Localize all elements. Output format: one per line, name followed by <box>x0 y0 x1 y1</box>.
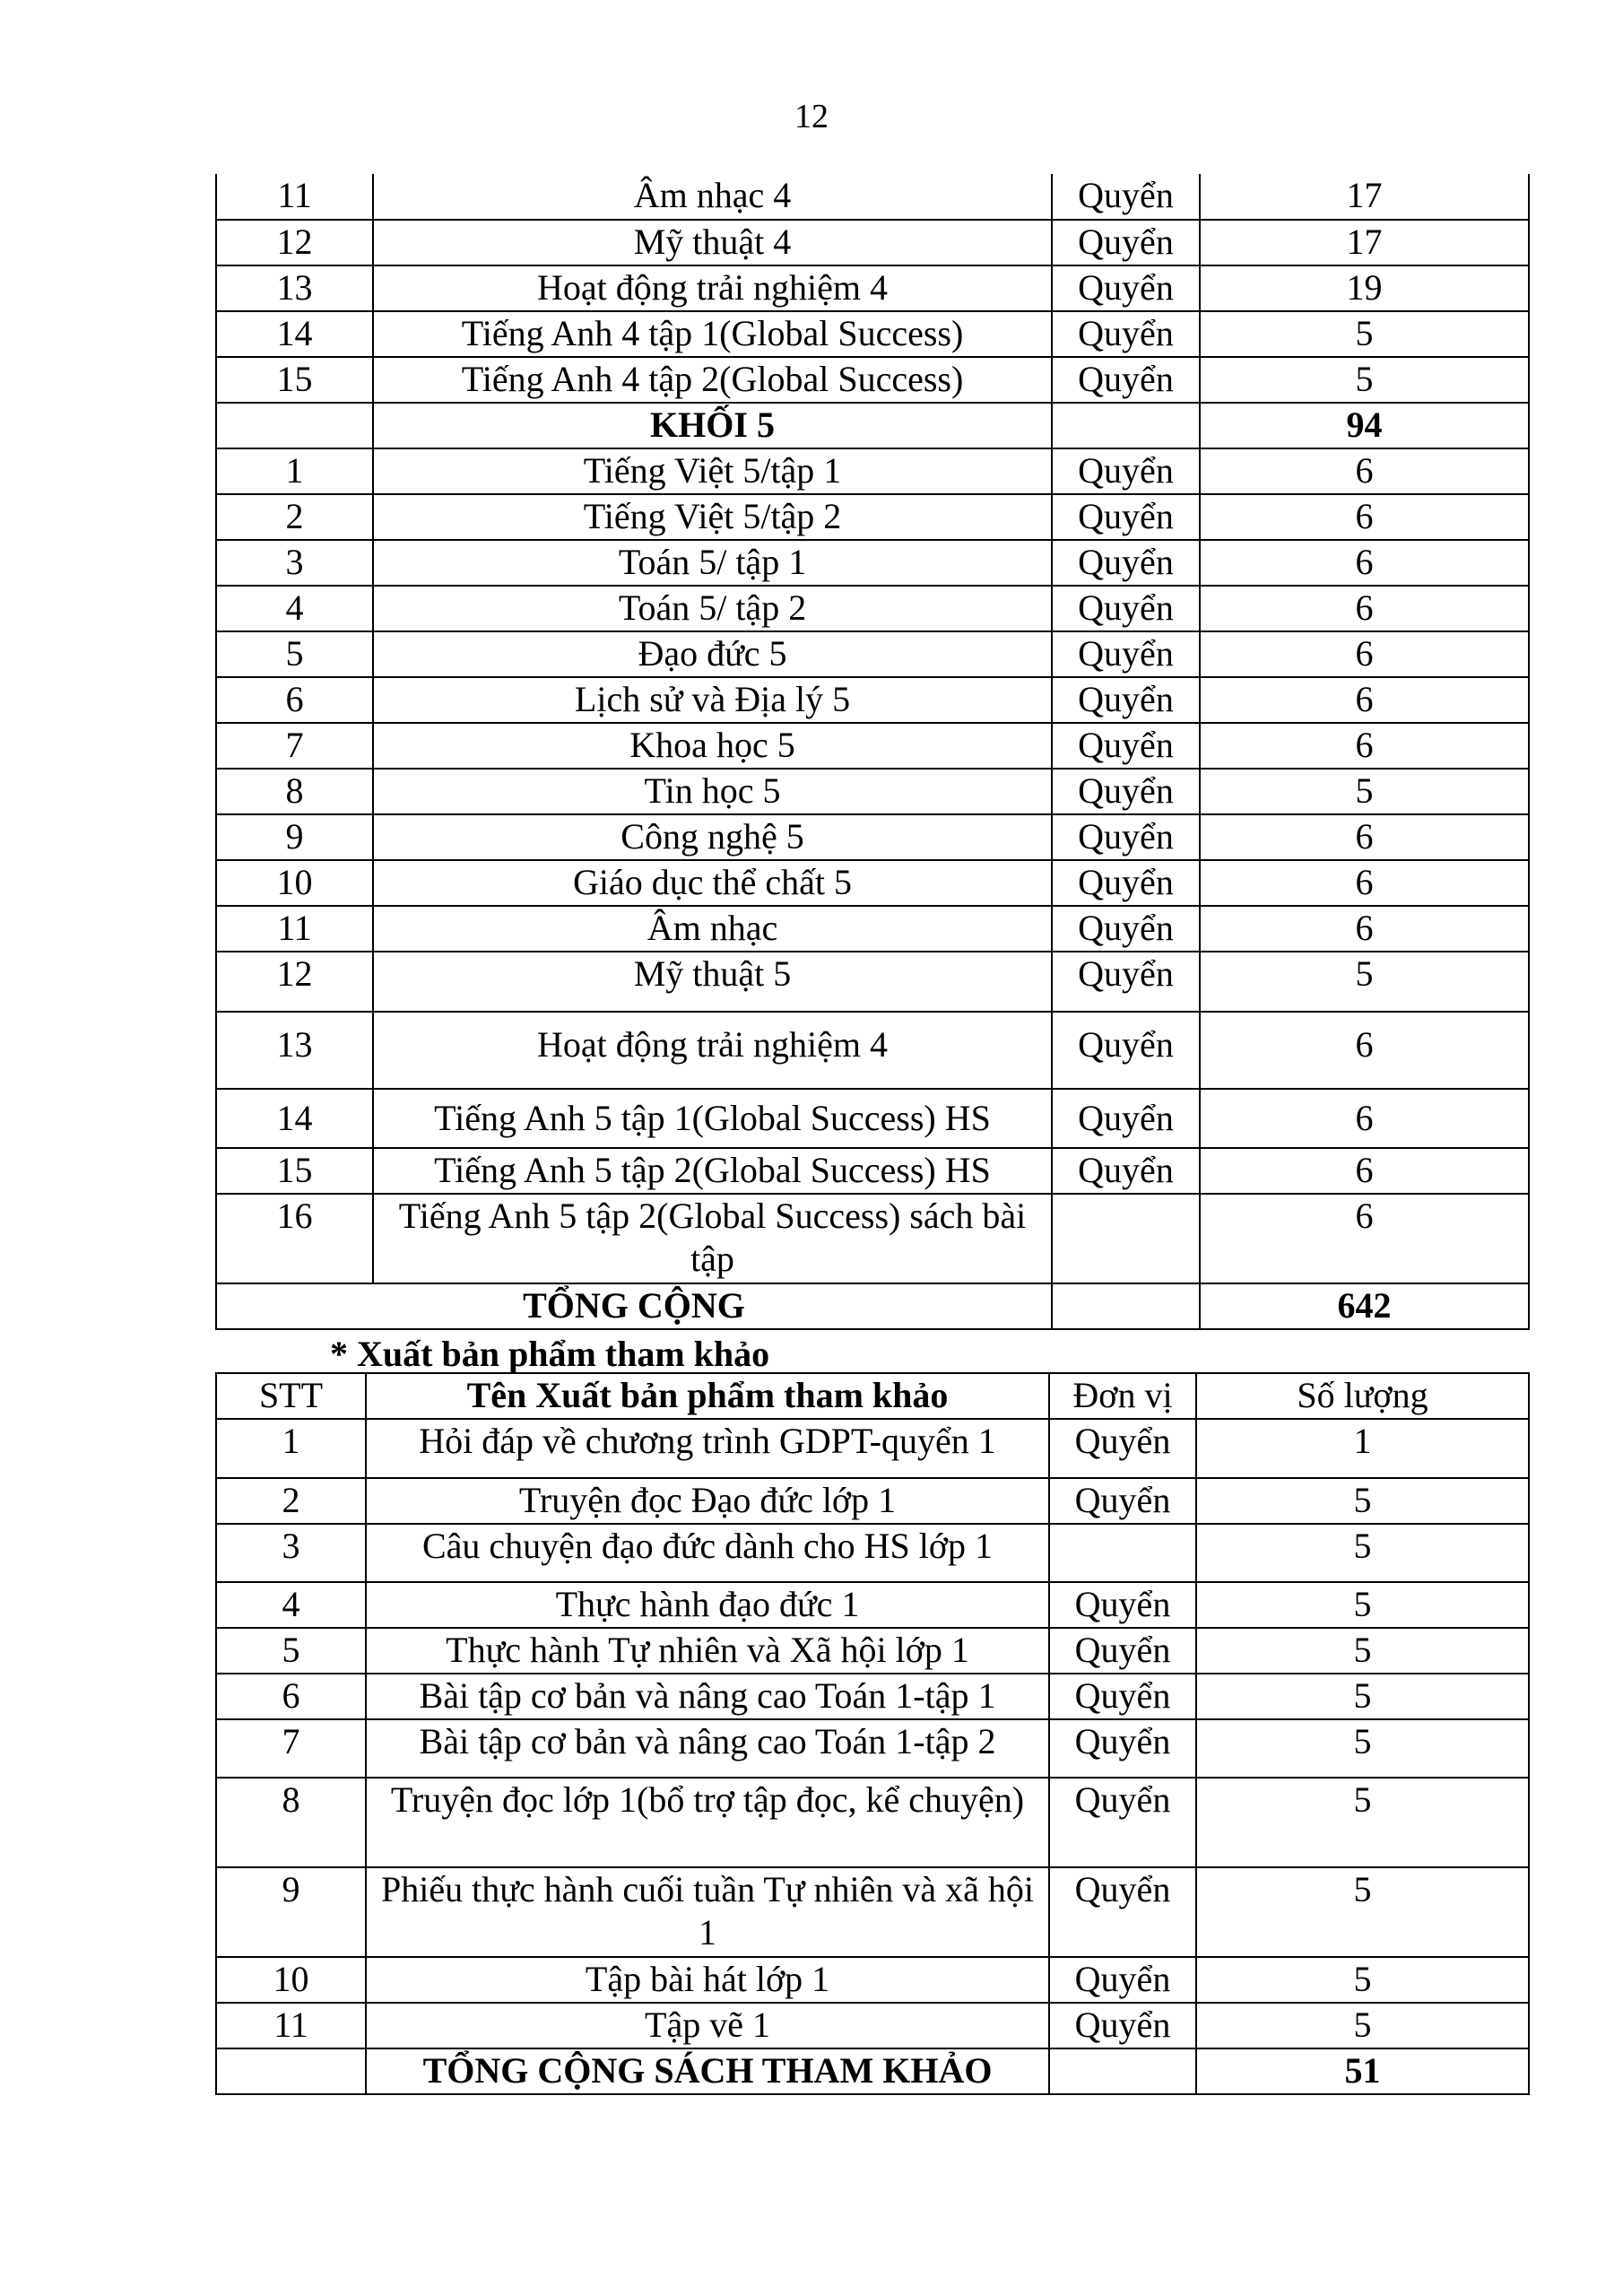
cell-name: Tiếng Anh 5 tập 2(Global Success) HS <box>373 1148 1052 1194</box>
cell-name: Công nghệ 5 <box>373 814 1052 860</box>
cell-unit: Quyển <box>1052 723 1200 769</box>
cell-qty: 5 <box>1196 1582 1529 1628</box>
cell-unit: Quyển <box>1049 1419 1196 1478</box>
cell-qty: 6 <box>1200 1012 1529 1089</box>
cell-qty: 17 <box>1200 220 1529 265</box>
cell-name: Hỏi đáp về chương trình GDPT-quyển 1 <box>366 1419 1049 1478</box>
table-row <box>216 1089 1529 1148</box>
cell-qty: 6 <box>1200 1148 1529 1194</box>
cell-stt: 13 <box>216 265 373 311</box>
table-row <box>216 1419 1529 1478</box>
cell-qty: 6 <box>1200 677 1529 723</box>
cell-name: Đạo đức 5 <box>373 631 1052 677</box>
cell-qty: 5 <box>1196 1478 1529 1524</box>
cell-stt: 4 <box>216 586 373 631</box>
cell-qty: 6 <box>1200 906 1529 952</box>
cell-stt: 3 <box>216 1524 366 1582</box>
cell-stt: 2 <box>216 494 373 540</box>
cell-unit: Quyển <box>1049 1957 1196 2003</box>
cell-name: Thực hành đạo đức 1 <box>366 1582 1049 1628</box>
cell-stt: 9 <box>216 814 373 860</box>
cell-unit <box>1052 403 1200 448</box>
cell-name: Tiếng Anh 5 tập 1(Global Success) HS <box>373 1089 1052 1148</box>
cell-unit <box>1049 1524 1196 1582</box>
cell-unit <box>1052 1283 1200 1329</box>
cell-unit: Quyển <box>1052 586 1200 631</box>
table-header-row <box>216 1373 1529 1419</box>
table-row <box>216 357 1529 403</box>
cell-stt: 8 <box>216 1778 366 1867</box>
cell-name: Tiếng Anh 5 tập 2(Global Success) sách bài tập <box>373 1194 1052 1283</box>
header-qty: Số lượng <box>1196 1373 1529 1419</box>
cell-qty: 5 <box>1196 1628 1529 1674</box>
table-row <box>216 1524 1529 1582</box>
cell-qty: 5 <box>1196 1674 1529 1719</box>
cell-name: Thực hành Tự nhiên và Xã hội lớp 1 <box>366 1628 1049 1674</box>
cell-name: Bài tập cơ bản và nâng cao Toán 1-tập 1 <box>366 1674 1049 1719</box>
table-row <box>216 494 1529 540</box>
cell-unit: Quyển <box>1052 448 1200 494</box>
cell-qty: 5 <box>1196 1867 1529 1957</box>
cell-name: Hoạt động trải nghiệm 4 <box>373 265 1052 311</box>
cell-stt: 14 <box>216 1089 373 1148</box>
cell-qty: 17 <box>1200 174 1529 220</box>
cell-qty: 5 <box>1196 1524 1529 1582</box>
cell-stt: 16 <box>216 1194 373 1283</box>
cell-unit: Quyển <box>1052 265 1200 311</box>
table-row <box>216 1719 1529 1778</box>
cell-name: Tiếng Việt 5/tập 2 <box>373 494 1052 540</box>
cell-stt: 2 <box>216 1478 366 1524</box>
cell-name: Âm nhạc <box>373 906 1052 952</box>
header-name: Tên Xuất bản phẩm tham khảo <box>366 1373 1049 1419</box>
total-label: TỔNG CỘNG <box>216 1283 1052 1329</box>
cell-unit: Quyển <box>1052 540 1200 586</box>
cell-qty: 6 <box>1200 860 1529 906</box>
cell-stt: 5 <box>216 1628 366 1674</box>
cell-unit: Quyển <box>1049 2003 1196 2048</box>
cell-stt: 12 <box>216 952 373 1012</box>
table-row <box>216 1012 1529 1089</box>
cell-qty: 6 <box>1200 586 1529 631</box>
cell-name: Lịch sử và Địa lý 5 <box>373 677 1052 723</box>
reference-books-table <box>215 1372 1530 2095</box>
table-row <box>216 1957 1529 2003</box>
cell-stt: 11 <box>216 2003 366 2048</box>
table-row <box>216 586 1529 631</box>
cell-stt: 1 <box>216 448 373 494</box>
cell-name: Truyện đọc Đạo đức lớp 1 <box>366 1478 1049 1524</box>
cell-qty: 5 <box>1196 1778 1529 1867</box>
table-row <box>216 906 1529 952</box>
cell-unit: Quyển <box>1049 1478 1196 1524</box>
table-row <box>216 631 1529 677</box>
page-number: 12 <box>794 98 829 135</box>
table-row <box>216 952 1529 1012</box>
cell-unit: Quyển <box>1052 906 1200 952</box>
cell-stt: 4 <box>216 1582 366 1628</box>
cell-stt: 6 <box>216 677 373 723</box>
cell-unit: Quyển <box>1049 1674 1196 1719</box>
grade-5-subtotal: 94 <box>1200 403 1529 448</box>
reference-section-title: * Xuất bản phẩm tham khảo <box>330 1334 770 1374</box>
cell-name: Tiếng Anh 4 tập 2(Global Success) <box>373 357 1052 403</box>
cell-name: Mỹ thuật 4 <box>373 220 1052 265</box>
cell-unit: Quyển <box>1052 1089 1200 1148</box>
table-row <box>216 860 1529 906</box>
table-row <box>216 769 1529 814</box>
table-row <box>216 1194 1529 1283</box>
cell-unit: Quyển <box>1052 357 1200 403</box>
cell-stt: 9 <box>216 1867 366 1957</box>
cell-stt: 6 <box>216 1674 366 1719</box>
cell-qty: 6 <box>1200 540 1529 586</box>
cell-name: Tập vẽ 1 <box>366 2003 1049 2048</box>
table-row <box>216 1628 1529 1674</box>
cell-stt: 12 <box>216 220 373 265</box>
cell-unit <box>1049 2048 1196 2094</box>
cell-stt: 8 <box>216 769 373 814</box>
grade-5-header-row <box>216 403 1529 448</box>
cell-name: Tập bài hát lớp 1 <box>366 1957 1049 2003</box>
cell-qty: 5 <box>1200 769 1529 814</box>
cell-name: Tiếng Anh 4 tập 1(Global Success) <box>373 311 1052 357</box>
cell-qty: 5 <box>1200 311 1529 357</box>
textbook-table <box>215 174 1530 1330</box>
cell-qty: 6 <box>1200 723 1529 769</box>
cell-qty: 6 <box>1200 1194 1529 1283</box>
total-value: 51 <box>1196 2048 1529 2094</box>
cell-stt: 7 <box>216 723 373 769</box>
cell-stt: 11 <box>216 906 373 952</box>
cell-stt: 15 <box>216 1148 373 1194</box>
cell-unit: Quyển <box>1052 174 1200 220</box>
table-row <box>216 265 1529 311</box>
table-row <box>216 814 1529 860</box>
table-row <box>216 174 1529 220</box>
cell-stt: 14 <box>216 311 373 357</box>
cell-stt: 13 <box>216 1012 373 1089</box>
cell-name: Toán 5/ tập 2 <box>373 586 1052 631</box>
cell-unit: Quyển <box>1049 1719 1196 1778</box>
cell-name: Hoạt động trải nghiệm 4 <box>373 1012 1052 1089</box>
total-row <box>216 2048 1529 2094</box>
table-row <box>216 723 1529 769</box>
cell-unit: Quyển <box>1052 860 1200 906</box>
cell-stt: 3 <box>216 540 373 586</box>
total-value: 642 <box>1200 1283 1529 1329</box>
cell-stt: 11 <box>216 174 373 220</box>
table-row <box>216 1582 1529 1628</box>
cell-unit: Quyển <box>1052 952 1200 1012</box>
cell-qty: 6 <box>1200 814 1529 860</box>
cell-name: Bài tập cơ bản và nâng cao Toán 1-tập 2 <box>366 1719 1049 1778</box>
cell-qty: 5 <box>1196 1957 1529 2003</box>
cell-name: Âm nhạc 4 <box>373 174 1052 220</box>
cell-stt: 5 <box>216 631 373 677</box>
cell-name: Tin học 5 <box>373 769 1052 814</box>
cell-qty: 5 <box>1196 2003 1529 2048</box>
table-row <box>216 1148 1529 1194</box>
cell-unit: Quyển <box>1052 494 1200 540</box>
cell-qty: 5 <box>1196 1719 1529 1778</box>
table-row <box>216 677 1529 723</box>
cell-unit: Quyển <box>1052 677 1200 723</box>
cell-stt <box>216 2048 366 2094</box>
table-row <box>216 311 1529 357</box>
cell-qty: 19 <box>1200 265 1529 311</box>
cell-stt: 10 <box>216 860 373 906</box>
cell-unit: Quyển <box>1052 1012 1200 1089</box>
cell-unit: Quyển <box>1049 1582 1196 1628</box>
cell-name: Toán 5/ tập 1 <box>373 540 1052 586</box>
cell-unit <box>1052 1194 1200 1283</box>
header-stt: STT <box>216 1373 366 1419</box>
table-row <box>216 540 1529 586</box>
cell-name: Câu chuyện đạo đức dành cho HS lớp 1 <box>366 1524 1049 1582</box>
cell-name: Mỹ thuật 5 <box>373 952 1052 1012</box>
cell-unit: Quyển <box>1049 1628 1196 1674</box>
cell-name: Tiếng Việt 5/tập 1 <box>373 448 1052 494</box>
cell-unit: Quyển <box>1052 769 1200 814</box>
table-row <box>216 448 1529 494</box>
cell-stt: 7 <box>216 1719 366 1778</box>
cell-unit: Quyển <box>1049 1778 1196 1867</box>
cell-qty: 5 <box>1200 952 1529 1012</box>
cell-name: Phiếu thực hành cuối tuần Tự nhiên và xã hội 1 <box>366 1867 1049 1957</box>
cell-unit: Quyển <box>1052 1148 1200 1194</box>
cell-qty: 6 <box>1200 631 1529 677</box>
cell-qty: 6 <box>1200 494 1529 540</box>
cell-unit: Quyển <box>1052 814 1200 860</box>
cell-qty: 6 <box>1200 448 1529 494</box>
cell-qty: 5 <box>1200 357 1529 403</box>
cell-stt <box>216 403 373 448</box>
total-row <box>216 1283 1529 1329</box>
table-row <box>216 1778 1529 1867</box>
cell-unit: Quyển <box>1049 1867 1196 1957</box>
table-row <box>216 220 1529 265</box>
table-row <box>216 1674 1529 1719</box>
grade-5-heading: KHỐI 5 <box>373 403 1052 448</box>
cell-name: Khoa học 5 <box>373 723 1052 769</box>
cell-unit: Quyển <box>1052 220 1200 265</box>
cell-name: Giáo dục thể chất 5 <box>373 860 1052 906</box>
cell-stt: 1 <box>216 1419 366 1478</box>
table-row <box>216 2003 1529 2048</box>
cell-qty: 6 <box>1200 1089 1529 1148</box>
cell-name: Truyện đọc lớp 1(bổ trợ tập đọc, kể chuyện) <box>366 1778 1049 1867</box>
total-label: TỔNG CỘNG SÁCH THAM KHẢO <box>366 2048 1049 2094</box>
header-unit: Đơn vị <box>1049 1373 1196 1419</box>
cell-qty: 1 <box>1196 1419 1529 1478</box>
cell-unit: Quyển <box>1052 311 1200 357</box>
cell-stt: 10 <box>216 1957 366 2003</box>
cell-unit: Quyển <box>1052 631 1200 677</box>
table-row <box>216 1478 1529 1524</box>
table-row <box>216 1867 1529 1957</box>
cell-stt: 15 <box>216 357 373 403</box>
